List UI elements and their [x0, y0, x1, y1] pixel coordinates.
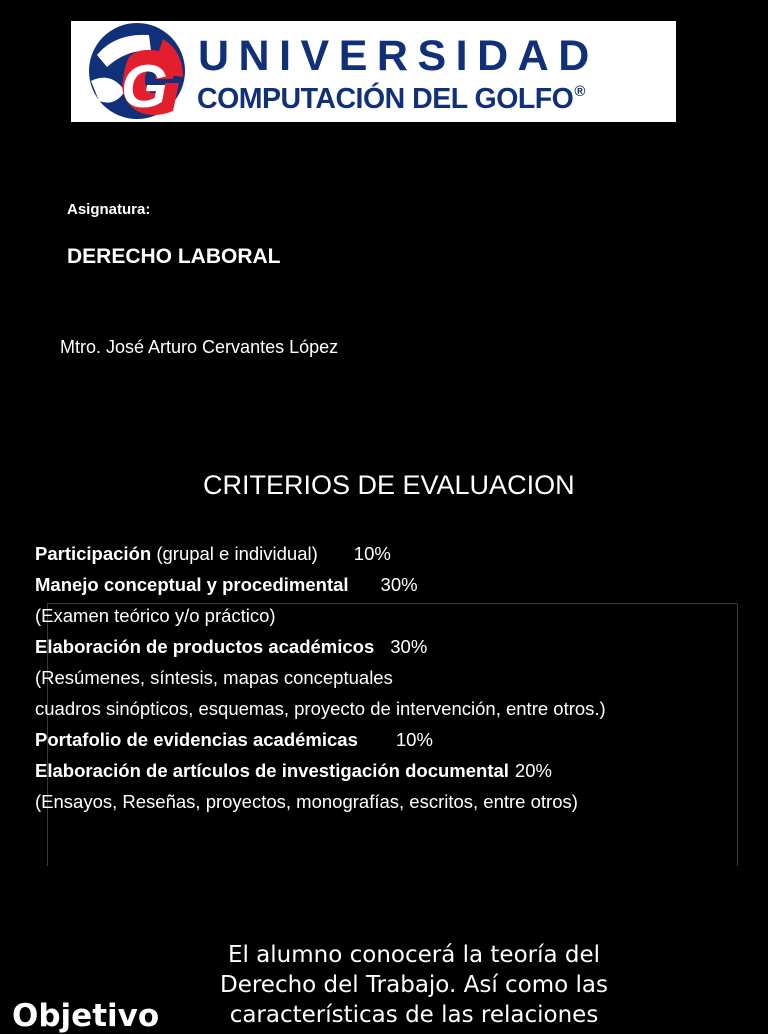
university-name: UNIVERSIDAD [198, 32, 599, 80]
criteria-item: Participación (grupal e individual) 10% [35, 543, 391, 564]
objective-text [200, 940, 628, 1030]
university-banner [71, 21, 676, 122]
course-title: DERECHO LABORAL [67, 245, 281, 268]
criteria-percent: 30% [380, 574, 418, 595]
objective-line: Derecho del Trabajo. Así como las [219, 972, 608, 998]
criteria-percent: 30% [390, 636, 428, 657]
university-subtitle: COMPUTACIÓN DEL GOLFO® [197, 83, 585, 115]
criteria-item: Elaboración de artículos de investigación documental 20% [35, 760, 552, 781]
university-logo-icon [85, 21, 189, 122]
criteria-percent: 20% [514, 760, 552, 781]
objective-line: características de las relaciones [229, 1002, 599, 1028]
criteria-note: (Examen teórico y/o práctico) [35, 605, 276, 626]
logo-lettering: G [121, 53, 168, 120]
subject-label: Asignatura: [67, 201, 151, 218]
criteria-heading: CRITERIOS DE EVALUACION [203, 470, 575, 500]
criteria-item: Portafolio de evidencias académicas 10% [35, 729, 433, 750]
criteria-note: cuadros sinópticos, esquemas, proyecto de intervención, entre otros.) [35, 698, 606, 719]
criteria-note: (Resúmenes, síntesis, mapas conceptuales [35, 667, 393, 688]
objective-line: El alumno conocerá la teoría del [227, 942, 601, 968]
criteria-item: Manejo conceptual y procedimental 30% [35, 574, 418, 595]
criteria-note: (Ensayos, Reseñas, proyectos, monografías, escritos, entre otros) [35, 791, 578, 812]
objective-label: Objetivo [12, 998, 160, 1034]
criteria-list [35, 538, 606, 817]
registered-mark: ® [574, 83, 585, 100]
criteria-item: Elaboración de productos académicos 30% [35, 636, 428, 657]
teacher-name: Mtro. José Arturo Cervantes López [60, 337, 339, 357]
criteria-percent: 10% [353, 543, 391, 564]
criteria-percent: 10% [395, 729, 433, 750]
